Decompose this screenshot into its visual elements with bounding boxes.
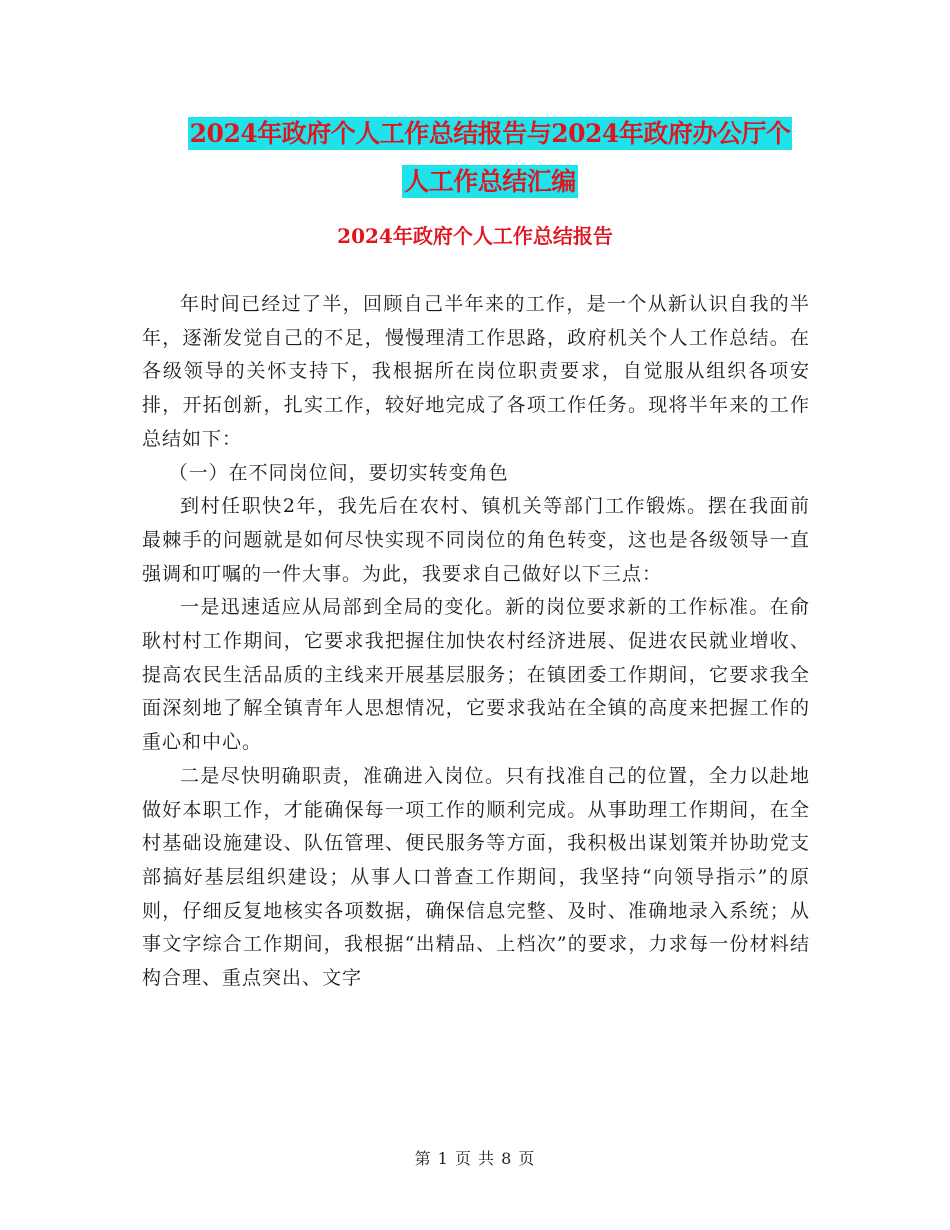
body-text	[142, 288, 810, 996]
paragraph: 二是尽快明确职责，准确进入岗位。只有找准自己的位置，全力以赴地做好本职工作，才能确保每一项工作的顺利完成。从事助理工作期间，在全村基础设施建设、队伍管理、便民服务等方面，我积极出谋划策并协助党支部搞好基层组织建设；从事人口普查工作期间，我坚持“向领导指示”的原则，仔细反复地核实各项数据，确保信息完整、及时、准确地录入系统；从事文字综合工作期间，我根据“出精品、上档次”的要求，力求每一份材料结构合理、重点突出、文字	[142, 764, 810, 990]
section-title: 2024年政府个人工作总结报告	[337, 224, 613, 248]
document-title-line-1: 2024年政府个人工作总结报告与2024年政府办公厅个	[189, 119, 791, 148]
paragraph: 一是迅速适应从局部到全局的变化。新的岗位要求新的工作标准。在俞耿村村工作期间，它要求我把握住加快农村经济进展、促进农民就业增收、提高农民生活品质的主线来开展基层服务；在镇团委工作期间，它要求我全面深刻地了解全镇青年人思想情况，它要求我站在全镇的高度来把握工作的重心和中心。	[142, 596, 810, 754]
paragraph: 年时间已经过了半，回顾自己半年来的工作，是一个从新认识自我的半年，逐渐发觉自己的不足，慢慢理清工作思路，政府机关个人工作总结。在各级领导的关怀支持下，我根据所在岗位职责要求，自觉服从组织各项安排，开拓创新，扎实工作，较好地完成了各项工作任务。现将半年来的工作总结如下：	[142, 293, 810, 450]
paragraph: 到村任职快2年，我先后在农村、镇机关等部门工作锻炼。摆在我面前最棘手的问题就是如何尽快实现不同岗位的角色转变，这也是各级领导一直强调和叮嘱的一件大事。为此，我要求自己做好以下三点：	[142, 495, 810, 585]
document-title	[140, 110, 840, 206]
page-number-footer: 第 1 页 共 8 页	[414, 1149, 536, 1168]
paragraph-subheading: （一）在不同岗位间，要切实转变角色	[168, 461, 509, 484]
document-title-line-2: 人工作总结汇编	[404, 167, 576, 196]
